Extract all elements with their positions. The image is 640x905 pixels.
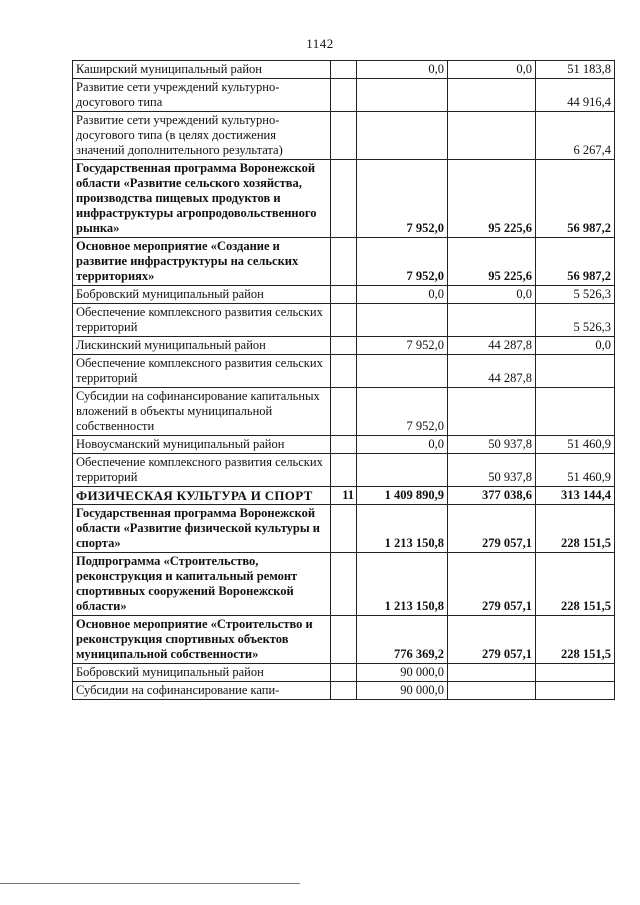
row-value-3-cell: 5 526,3 bbox=[536, 304, 615, 337]
table-row bbox=[73, 682, 615, 700]
row-name-cell: Субсидии на софинансирование капи- bbox=[73, 682, 331, 700]
row-name-cell: Развитие сети учреждений культурно-досугового типа (в целях достижения значений дополнительного результата) bbox=[73, 112, 331, 160]
table-row bbox=[73, 355, 615, 388]
row-code-cell bbox=[331, 238, 357, 286]
table-row bbox=[73, 238, 615, 286]
row-value-2-cell: 50 937,8 bbox=[448, 436, 536, 454]
row-code-cell bbox=[331, 388, 357, 436]
row-code-cell bbox=[331, 337, 357, 355]
row-value-1-cell: 1 409 890,9 bbox=[357, 487, 448, 505]
row-code-cell bbox=[331, 160, 357, 238]
row-value-1-cell: 7 952,0 bbox=[357, 337, 448, 355]
row-value-1-cell: 7 952,0 bbox=[357, 160, 448, 238]
page-number: 1142 bbox=[306, 36, 334, 51]
row-value-1-cell: 90 000,0 bbox=[357, 682, 448, 700]
row-value-3-cell: 228 151,5 bbox=[536, 616, 615, 664]
row-value-2-cell bbox=[448, 112, 536, 160]
row-value-1-cell bbox=[357, 304, 448, 337]
row-name-cell: Основное мероприятие «Строительство и реконструкция спортивных объектов муниципальной собственности» bbox=[73, 616, 331, 664]
row-name-cell: Бобровский муниципальный район bbox=[73, 664, 331, 682]
row-value-3-cell: 313 144,4 bbox=[536, 487, 615, 505]
budget-table-body bbox=[73, 61, 615, 700]
row-name-cell: Подпрограмма «Строительство, реконструкция и капитальный ремонт спортивных сооружений Воронежской области» bbox=[73, 553, 331, 616]
footer-rule bbox=[0, 883, 300, 884]
row-name-cell: Лискинский муниципальный район bbox=[73, 337, 331, 355]
row-code-cell bbox=[331, 286, 357, 304]
row-value-1-cell: 776 369,2 bbox=[357, 616, 448, 664]
row-value-2-cell: 0,0 bbox=[448, 61, 536, 79]
row-value-2-cell: 377 038,6 bbox=[448, 487, 536, 505]
row-value-2-cell bbox=[448, 304, 536, 337]
row-value-3-cell bbox=[536, 388, 615, 436]
row-value-2-cell bbox=[448, 79, 536, 112]
table-row bbox=[73, 160, 615, 238]
row-value-1-cell bbox=[357, 454, 448, 487]
row-code-cell bbox=[331, 436, 357, 454]
row-name-cell: Новоусманский муниципальный район bbox=[73, 436, 331, 454]
budget-table bbox=[72, 60, 615, 700]
row-value-2-cell: 279 057,1 bbox=[448, 505, 536, 553]
row-value-1-cell: 7 952,0 bbox=[357, 238, 448, 286]
row-value-2-cell bbox=[448, 388, 536, 436]
row-value-3-cell: 6 267,4 bbox=[536, 112, 615, 160]
row-value-3-cell: 51 183,8 bbox=[536, 61, 615, 79]
row-value-3-cell: 0,0 bbox=[536, 337, 615, 355]
row-value-2-cell: 44 287,8 bbox=[448, 355, 536, 388]
row-value-2-cell bbox=[448, 682, 536, 700]
row-value-1-cell bbox=[357, 112, 448, 160]
row-name-cell: Каширский муниципальный район bbox=[73, 61, 331, 79]
row-name-cell: Обеспечение комплексного развития сельских территорий bbox=[73, 454, 331, 487]
table-row bbox=[73, 454, 615, 487]
row-value-2-cell: 44 287,8 bbox=[448, 337, 536, 355]
row-value-1-cell: 1 213 150,8 bbox=[357, 553, 448, 616]
table-row bbox=[73, 61, 615, 79]
table-row bbox=[73, 304, 615, 337]
table-row bbox=[73, 553, 615, 616]
row-code-cell bbox=[331, 454, 357, 487]
table-row bbox=[73, 79, 615, 112]
row-code-cell bbox=[331, 682, 357, 700]
row-value-1-cell: 0,0 bbox=[357, 286, 448, 304]
table-row bbox=[73, 286, 615, 304]
row-name-cell: Бобровский муниципальный район bbox=[73, 286, 331, 304]
row-value-1-cell bbox=[357, 79, 448, 112]
row-code-cell bbox=[331, 664, 357, 682]
row-value-1-cell: 0,0 bbox=[357, 61, 448, 79]
table-row bbox=[73, 337, 615, 355]
row-value-2-cell: 50 937,8 bbox=[448, 454, 536, 487]
table-row bbox=[73, 664, 615, 682]
row-code-cell bbox=[331, 61, 357, 79]
row-value-3-cell bbox=[536, 664, 615, 682]
row-code-cell bbox=[331, 112, 357, 160]
row-code-cell bbox=[331, 616, 357, 664]
table-row bbox=[73, 505, 615, 553]
row-value-2-cell: 95 225,6 bbox=[448, 238, 536, 286]
table-row bbox=[73, 616, 615, 664]
row-value-1-cell: 1 213 150,8 bbox=[357, 505, 448, 553]
row-value-1-cell: 90 000,0 bbox=[357, 664, 448, 682]
row-value-3-cell: 51 460,9 bbox=[536, 436, 615, 454]
row-name-cell: Государственная программа Воронежской области «Развитие сельского хозяйства, производства пищевых продуктов и инфраструктуры агропродовольственного рынка» bbox=[73, 160, 331, 238]
table-row bbox=[73, 112, 615, 160]
row-value-1-cell: 7 952,0 bbox=[357, 388, 448, 436]
row-code-cell bbox=[331, 304, 357, 337]
row-code-cell: 11 bbox=[331, 487, 357, 505]
row-value-3-cell: 228 151,5 bbox=[536, 505, 615, 553]
row-name-cell: Субсидии на софинансирование капитальных вложений в объекты муниципальной собственности bbox=[73, 388, 331, 436]
table-row bbox=[73, 388, 615, 436]
row-name-cell: Обеспечение комплексного развития сельских территорий bbox=[73, 355, 331, 388]
row-code-cell bbox=[331, 505, 357, 553]
row-value-3-cell bbox=[536, 355, 615, 388]
row-name-cell: Государственная программа Воронежской области «Развитие физической культуры и спорта» bbox=[73, 505, 331, 553]
row-value-3-cell: 44 916,4 bbox=[536, 79, 615, 112]
row-code-cell bbox=[331, 553, 357, 616]
row-code-cell bbox=[331, 79, 357, 112]
table-row bbox=[73, 436, 615, 454]
row-value-2-cell: 279 057,1 bbox=[448, 553, 536, 616]
row-value-3-cell bbox=[536, 682, 615, 700]
row-value-3-cell: 56 987,2 bbox=[536, 238, 615, 286]
row-name-cell: ФИЗИЧЕСКАЯ КУЛЬТУРА И СПОРТ bbox=[73, 487, 331, 505]
row-name-cell: Обеспечение комплексного развития сельских территорий bbox=[73, 304, 331, 337]
row-name-cell: Развитие сети учреждений культурно-досугового типа bbox=[73, 79, 331, 112]
row-value-2-cell: 95 225,6 bbox=[448, 160, 536, 238]
row-value-3-cell: 51 460,9 bbox=[536, 454, 615, 487]
row-value-2-cell bbox=[448, 664, 536, 682]
row-value-3-cell: 56 987,2 bbox=[536, 160, 615, 238]
row-code-cell bbox=[331, 355, 357, 388]
row-value-2-cell: 0,0 bbox=[448, 286, 536, 304]
row-value-2-cell: 279 057,1 bbox=[448, 616, 536, 664]
row-value-3-cell: 5 526,3 bbox=[536, 286, 615, 304]
row-value-1-cell bbox=[357, 355, 448, 388]
row-name-cell: Основное мероприятие «Создание и развитие инфраструктуры на сельских территориях» bbox=[73, 238, 331, 286]
row-value-1-cell: 0,0 bbox=[357, 436, 448, 454]
row-value-3-cell: 228 151,5 bbox=[536, 553, 615, 616]
table-row bbox=[73, 487, 615, 505]
